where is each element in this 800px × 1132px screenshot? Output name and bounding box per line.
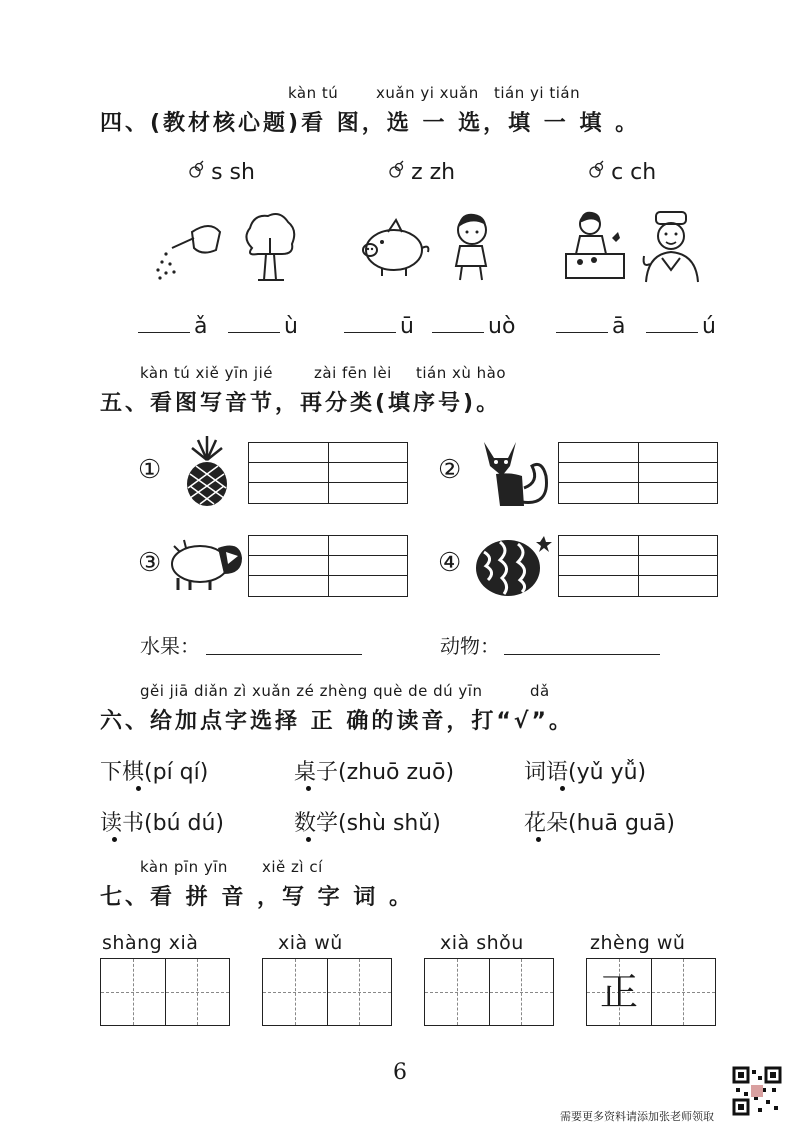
syllable-box-4[interactable] — [558, 535, 718, 597]
q5-pinyin-2: zài fēn lèi — [314, 364, 392, 382]
emphasis-dot — [306, 786, 311, 791]
option-item-3[interactable]: 词语(yǔ yǚ) — [524, 760, 647, 785]
blank-row-3: ū — [344, 312, 414, 339]
answer-blank[interactable] — [646, 312, 698, 333]
syllable-box-3[interactable] — [248, 535, 408, 597]
blank-row-1: ǎ — [138, 312, 207, 339]
emphasis-dot — [306, 837, 311, 842]
item-number-1: ① — [138, 455, 162, 485]
pair-c-ch: c ch — [588, 160, 656, 185]
fruit-answer-line[interactable] — [206, 654, 362, 655]
emphasis-dot — [536, 837, 541, 842]
answer-blank[interactable] — [556, 312, 608, 333]
option-item-1[interactable]: 下棋(pí qí) — [100, 760, 209, 785]
q7-pinyin-1: kàn pīn yīn — [140, 858, 228, 876]
q5-pinyin-1: kàn tú xiě yīn jié — [140, 364, 273, 382]
answer-blank[interactable] — [228, 312, 280, 333]
animal-label: 动物： — [440, 634, 500, 658]
tree-icon — [240, 208, 300, 286]
answer-blank[interactable] — [344, 312, 396, 333]
q5-pinyin-3: tián xù hào — [416, 364, 507, 382]
q4-title-w3: ，填 一 填 。 — [483, 111, 641, 136]
tianzige-2[interactable] — [262, 958, 392, 1026]
pear-icon — [188, 160, 206, 180]
q4-pinyin-tian: tián yi tián — [494, 84, 581, 102]
q7-pinyin-2: xiě zì cí — [262, 858, 323, 876]
word-pinyin-2: xià wǔ — [278, 932, 343, 954]
q7-title: 七、看 拼 音 ，写 字 词 。 — [100, 885, 414, 910]
q4-title-prefix: 四、(教材核心题) — [100, 111, 302, 136]
blank-row-6: ú — [646, 312, 716, 339]
pear-icon — [588, 160, 606, 180]
tianzige-4[interactable] — [586, 958, 716, 1026]
option-item-4[interactable]: 读书(bú dú) — [100, 811, 224, 836]
answer-blank[interactable] — [432, 312, 484, 333]
pear-icon — [388, 160, 406, 180]
option-item-2[interactable]: 桌子(zhuō zuō) — [294, 760, 455, 785]
q5-title: 五、看图写音节，再分类(填序号)。 — [100, 391, 502, 416]
q6-title: 六、给加点字选择 正 确的读音，打“√”。 — [100, 709, 574, 734]
blank-row-4: uò — [432, 312, 515, 339]
option-item-6[interactable]: 花朵(huā guā) — [524, 811, 675, 836]
q6-pinyin-1: gěi jiā diǎn zì xuǎn zé zhèng què de dú yīn — [140, 682, 483, 700]
answer-blank[interactable] — [138, 312, 190, 333]
item-number-3: ③ — [138, 548, 162, 578]
word-pinyin-4: zhèng wǔ — [590, 932, 686, 954]
pair-s-sh: s sh — [188, 160, 255, 185]
pineapple-icon — [180, 436, 234, 508]
girl-icon — [446, 210, 502, 284]
pig-icon — [356, 214, 436, 280]
tianzige-1[interactable] — [100, 958, 230, 1026]
tianzige-3[interactable] — [424, 958, 554, 1026]
q4-pinyin-xuan: xuǎn yi xuǎn — [376, 84, 479, 102]
chef-icon — [636, 206, 708, 286]
cook-girl-icon — [560, 208, 630, 286]
q4-pinyin-kantu: kàn tú — [288, 84, 339, 102]
q6-pinyin-2: dǎ — [530, 682, 550, 700]
qr-code-icon — [732, 1066, 782, 1116]
q4-title-w2: ，选 一 选 — [361, 111, 484, 136]
syllable-box-1[interactable] — [248, 442, 408, 504]
blank-row-2: ù — [228, 312, 298, 339]
blank-row-5: ā — [556, 312, 625, 339]
q4-title-w1: 看 图 — [301, 111, 362, 136]
syllable-box-2[interactable] — [558, 442, 718, 504]
watering-can-icon — [150, 210, 230, 282]
filled-char: 正 — [599, 970, 638, 1014]
footer-note: 需要更多资料请添加张老师领取 — [560, 1110, 714, 1123]
word-pinyin-1: shàng xià — [102, 932, 199, 954]
pair-z-zh: z zh — [388, 160, 455, 185]
item-number-4: ④ — [438, 548, 462, 578]
fox-icon — [480, 436, 552, 508]
fruit-label: 水果： — [140, 634, 200, 658]
emphasis-dot — [560, 786, 565, 791]
option-item-5[interactable]: 数学(shù shǔ) — [294, 811, 441, 836]
word-pinyin-3: xià shǒu — [440, 932, 524, 954]
animal-answer-line[interactable] — [504, 654, 660, 655]
item-number-2: ② — [438, 455, 462, 485]
q4-title — [100, 106, 640, 137]
emphasis-dot — [136, 786, 141, 791]
page-number: 6 — [393, 1060, 407, 1085]
watermelon-icon — [470, 532, 552, 600]
emphasis-dot — [112, 837, 117, 842]
hippo-icon — [166, 534, 246, 592]
